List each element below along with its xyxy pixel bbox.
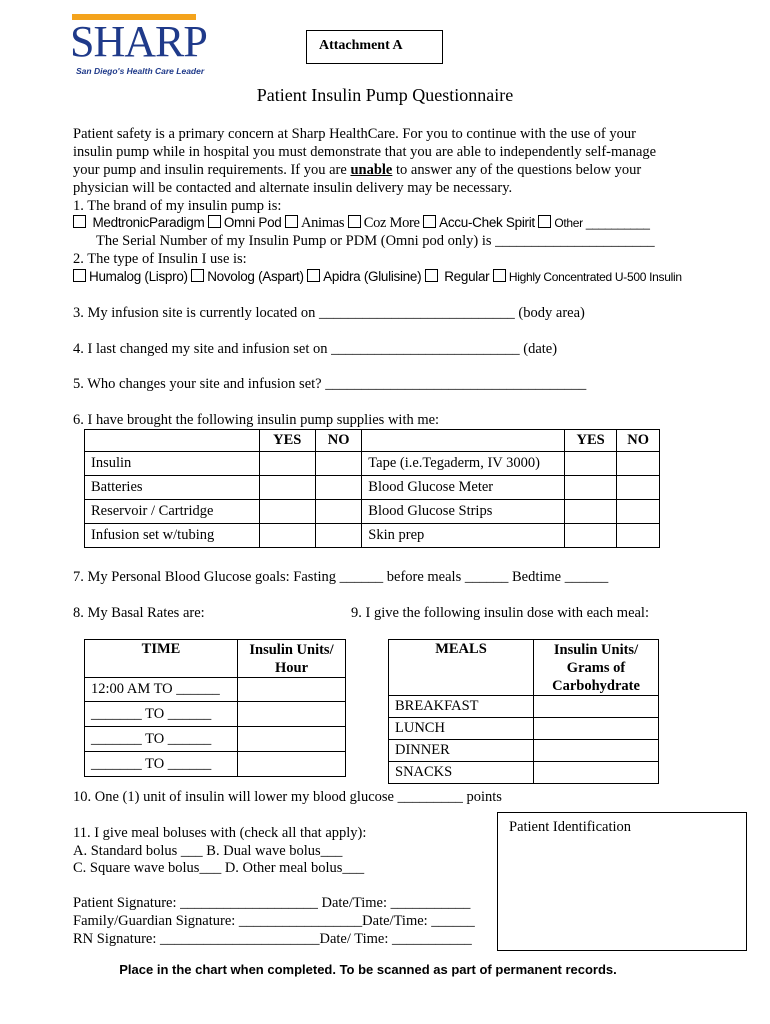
checkbox-u500[interactable] bbox=[493, 269, 506, 282]
intro-line-3c: to answer any of the questions below your bbox=[392, 162, 642, 178]
supply-yes[interactable] bbox=[259, 500, 315, 524]
table-row bbox=[85, 500, 660, 524]
q1-options bbox=[73, 215, 650, 232]
table-row bbox=[85, 702, 346, 727]
q8-label: 8. My Basal Rates are: bbox=[73, 605, 205, 621]
q11-label: 11. I give meal boluses with (check all that apply): bbox=[73, 825, 367, 841]
meal-name: BREAKFAST bbox=[389, 696, 534, 718]
meal-name: SNACKS bbox=[389, 762, 534, 784]
supply-yes[interactable] bbox=[564, 500, 616, 524]
supply-yes[interactable] bbox=[259, 452, 315, 476]
meals-header-units-2: Grams of bbox=[566, 660, 626, 676]
q10-glucose-lower[interactable]: 10. One (1) unit of insulin will lower my blood glucose _________ points bbox=[73, 789, 502, 805]
supply-item: Reservoir / Cartridge bbox=[85, 500, 260, 524]
option-apidra: Apidra (Glulisine) bbox=[323, 269, 422, 284]
checkbox-apidra[interactable] bbox=[307, 269, 320, 282]
intro-line-3 bbox=[73, 162, 641, 179]
option-other: Other __________ bbox=[554, 216, 650, 230]
table-row bbox=[389, 762, 659, 784]
option-novolog: Novolog (Aspart) bbox=[207, 269, 304, 284]
family-signature[interactable]: Family/Guardian Signature: _________________Date/Time: ______ bbox=[73, 913, 475, 929]
attachment-box bbox=[306, 30, 443, 64]
basal-time[interactable]: 12:00 AM TO ______ bbox=[85, 678, 238, 702]
meal-name: DINNER bbox=[389, 740, 534, 762]
supply-yes[interactable] bbox=[259, 476, 315, 500]
option-animas: Animas bbox=[300, 215, 345, 231]
q7-glucose-goals[interactable]: 7. My Personal Blood Glucose goals: Fasting ______ before meals ______ Bedtime ______ bbox=[73, 569, 609, 585]
meal-units[interactable] bbox=[534, 696, 659, 718]
intro-line-4: physician will be contacted and alternate insulin delivery may be necessary. bbox=[73, 180, 513, 196]
q1-serial[interactable]: The Serial Number of my Insulin Pump or PDM (Omni pod only) is ______________________ bbox=[96, 233, 655, 249]
option-humalog: Humalog (Lispro) bbox=[89, 269, 188, 284]
supplies-header-blank bbox=[85, 430, 260, 452]
checkbox-cozmore[interactable] bbox=[348, 215, 361, 228]
option-cozmore: Coz More bbox=[363, 215, 420, 231]
supply-yes[interactable] bbox=[259, 524, 315, 548]
checkbox-medtronic[interactable] bbox=[73, 215, 86, 228]
supply-item: Insulin bbox=[85, 452, 260, 476]
supply-no[interactable] bbox=[617, 452, 660, 476]
meals-header-units-3: Carbohydrate bbox=[552, 678, 640, 694]
q6-label: 6. I have brought the following insulin pump supplies with me: bbox=[73, 412, 440, 428]
intro-line-2: insulin pump while in hospital you must demonstrate that you are able to independently self-manage bbox=[73, 144, 657, 160]
supply-no[interactable] bbox=[617, 524, 660, 548]
table-row bbox=[85, 752, 346, 777]
footer-note: Place in the chart when completed. To be scanned as part of permanent records. bbox=[119, 962, 617, 977]
supply-item: Skin prep bbox=[362, 524, 565, 548]
meal-name: LUNCH bbox=[389, 718, 534, 740]
q3-infusion-site[interactable]: 3. My infusion site is currently located on ___________________________ (body area) bbox=[73, 305, 585, 321]
checkbox-regular[interactable] bbox=[425, 269, 438, 282]
supply-item: Tape (i.e.Tegaderm, IV 3000) bbox=[362, 452, 565, 476]
page-title: Patient Insulin Pump Questionnaire bbox=[256, 85, 514, 105]
meals-header: MEALS bbox=[389, 640, 534, 696]
rn-signature[interactable]: RN Signature: ______________________Date/ Time: ___________ bbox=[73, 931, 472, 947]
supply-no[interactable] bbox=[315, 476, 361, 500]
q11-line-c[interactable]: C. Square wave bolus___ D. Other meal bolus___ bbox=[73, 860, 365, 876]
basal-units[interactable] bbox=[238, 702, 346, 727]
basal-header-units-2: Hour bbox=[274, 660, 309, 676]
option-medtronic: MedtronicParadigm bbox=[92, 215, 205, 230]
patient-id-box[interactable] bbox=[497, 812, 747, 951]
meals-table bbox=[388, 639, 659, 784]
supply-item: Blood Glucose Strips bbox=[362, 500, 565, 524]
basal-header-units bbox=[238, 640, 346, 678]
q9-label: 9. I give the following insulin dose with each meal: bbox=[351, 605, 649, 621]
meal-units[interactable] bbox=[534, 718, 659, 740]
basal-time[interactable]: _______ TO ______ bbox=[85, 727, 238, 752]
q2-label: 2. The type of Insulin I use is: bbox=[73, 251, 247, 267]
basal-time[interactable]: _______ TO ______ bbox=[85, 702, 238, 727]
supply-yes[interactable] bbox=[564, 476, 616, 500]
q1-label: 1. The brand of my insulin pump is: bbox=[73, 198, 282, 214]
basal-units[interactable] bbox=[238, 727, 346, 752]
supply-yes[interactable] bbox=[564, 524, 616, 548]
option-regular: Regular bbox=[444, 269, 490, 284]
patient-id-label: Patient Identification bbox=[509, 819, 632, 835]
intro-line-1: Patient safety is a primary concern at Sharp HealthCare. For you to continue with the use of your bbox=[73, 126, 636, 142]
logo-tagline: San Diego's Health Care Leader bbox=[76, 66, 205, 76]
meal-units[interactable] bbox=[534, 762, 659, 784]
table-row bbox=[389, 696, 659, 718]
supply-item: Blood Glucose Meter bbox=[362, 476, 565, 500]
supply-yes[interactable] bbox=[564, 452, 616, 476]
supplies-header-blank-2 bbox=[362, 430, 565, 452]
option-omnipod: Omni Pod bbox=[223, 215, 282, 230]
supplies-header-yes-2: YES bbox=[564, 430, 616, 452]
table-row bbox=[85, 727, 346, 752]
supply-item: Infusion set w/tubing bbox=[85, 524, 260, 548]
supply-no[interactable] bbox=[315, 500, 361, 524]
intro-line-3a: your pump and insulin requirements. If you are bbox=[73, 162, 351, 178]
checkbox-accuchek[interactable] bbox=[423, 215, 436, 228]
basal-rates-table bbox=[84, 639, 346, 777]
basal-header-time: TIME bbox=[85, 640, 238, 678]
supply-no[interactable] bbox=[617, 476, 660, 500]
supply-no[interactable] bbox=[315, 452, 361, 476]
meals-header-units bbox=[534, 640, 659, 696]
table-row bbox=[85, 476, 660, 500]
attachment-label: Attachment A bbox=[319, 38, 403, 53]
logo-wordmark: SHARP bbox=[70, 17, 207, 66]
meals-header-units-1: Insulin Units/ bbox=[553, 642, 639, 658]
supplies-header-no-1: NO bbox=[315, 430, 361, 452]
logo bbox=[70, 14, 207, 84]
table-row bbox=[85, 678, 346, 702]
q2-options bbox=[73, 269, 682, 284]
patient-signature[interactable]: Patient Signature: ___________________ Date/Time: ___________ bbox=[73, 895, 471, 911]
checkbox-animas[interactable] bbox=[285, 215, 298, 228]
checkbox-other[interactable] bbox=[538, 215, 551, 228]
supplies-table bbox=[84, 429, 660, 548]
option-accuchek: Accu-Chek Spirit bbox=[439, 215, 535, 230]
supply-no[interactable] bbox=[315, 524, 361, 548]
table-row bbox=[389, 740, 659, 762]
basal-units[interactable] bbox=[238, 678, 346, 702]
basal-units[interactable] bbox=[238, 752, 346, 777]
q5-who-changes[interactable]: 5. Who changes your site and infusion set? ____________________________________ bbox=[73, 376, 587, 392]
supplies-header-no-2: NO bbox=[617, 430, 660, 452]
table-row bbox=[389, 718, 659, 740]
q11-line-a[interactable]: A. Standard bolus ___ B. Dual wave bolus___ bbox=[73, 843, 343, 859]
intro-unable: unable bbox=[350, 162, 393, 178]
supply-item: Batteries bbox=[85, 476, 260, 500]
table-row bbox=[85, 452, 660, 476]
q4-last-changed[interactable]: 4. I last changed my site and infusion set on __________________________ (date) bbox=[73, 341, 558, 357]
checkbox-novolog[interactable] bbox=[191, 269, 204, 282]
table-row bbox=[85, 524, 660, 548]
supply-no[interactable] bbox=[617, 500, 660, 524]
meal-units[interactable] bbox=[534, 740, 659, 762]
basal-header-units-1: Insulin Units/ bbox=[249, 642, 334, 658]
checkbox-omnipod[interactable] bbox=[208, 215, 221, 228]
supplies-header-yes-1: YES bbox=[259, 430, 315, 452]
basal-time[interactable]: _______ TO ______ bbox=[85, 752, 238, 777]
option-u500: Highly Concentrated U-500 Insulin bbox=[508, 270, 682, 284]
checkbox-humalog[interactable] bbox=[73, 269, 86, 282]
